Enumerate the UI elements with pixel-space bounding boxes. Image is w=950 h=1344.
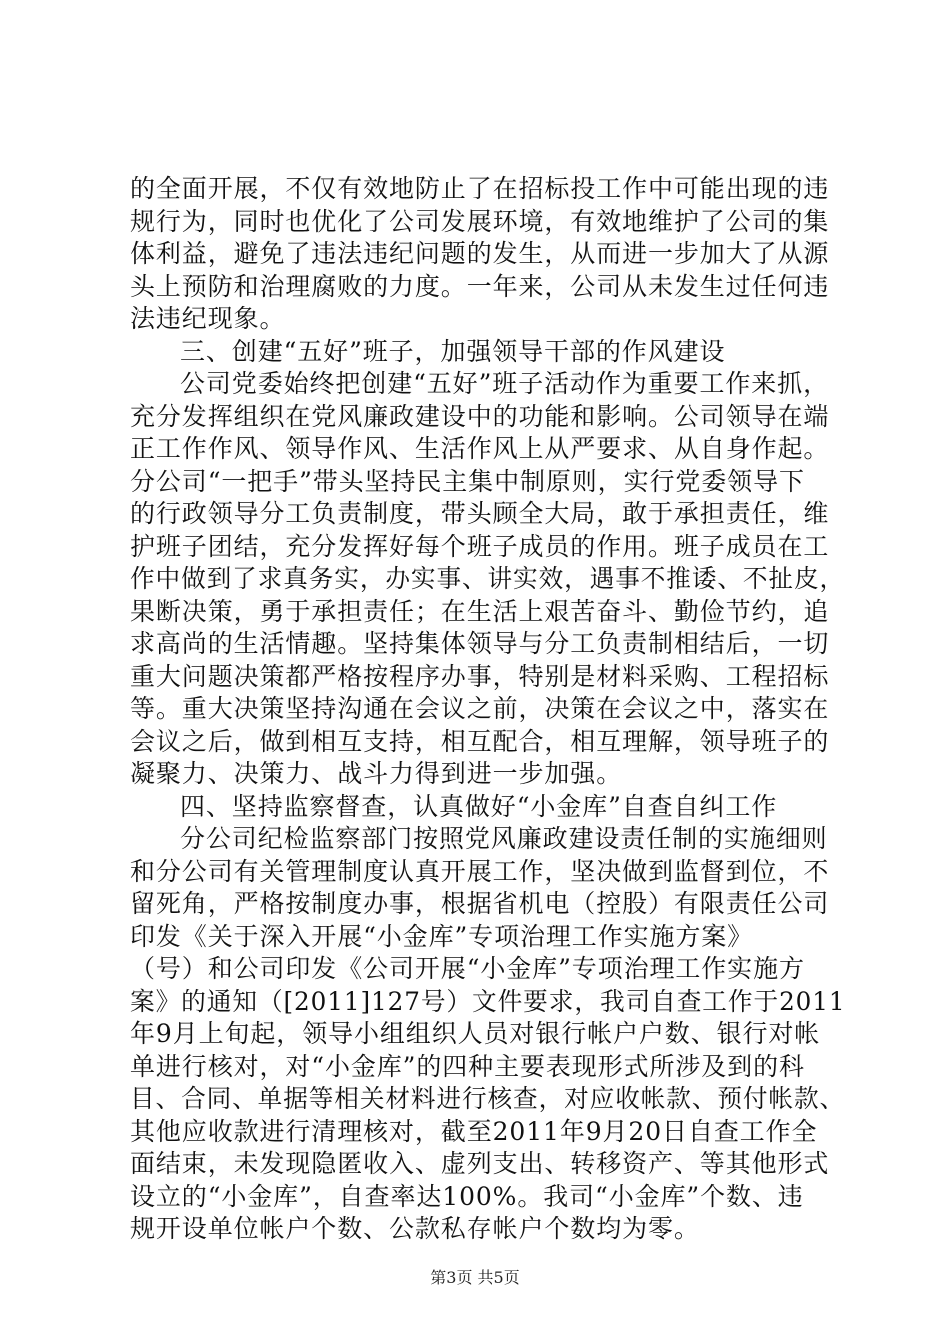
paragraph-line: 果断决策，勇于承担责任；在生活上艰苦奋斗、勤俭节约，追 xyxy=(130,597,830,626)
paragraph-line: 分公司“一把手”带头坚持民主集中制原则，实行党委领导下 xyxy=(130,467,805,496)
paragraph-line: 法违纪现象。 xyxy=(130,304,286,333)
paragraph-line: 护班子团结，充分发挥好每个班子成员的作用。班子成员在工 xyxy=(130,532,830,561)
paragraph-line: 设立的“小金库”，自查率达100%。我司“小金库”个数、违 xyxy=(130,1182,804,1211)
paragraph-line: 等。重大决策坚持沟通在会议之前，决策在会议之中，落实在 xyxy=(130,694,830,723)
paragraph-line: 规开设单位帐户个数、公款私存帐户个数均为零。 xyxy=(130,1214,700,1243)
paragraph-line: 规行为，同时也优化了公司发展环境，有效地维护了公司的集 xyxy=(130,207,830,236)
paragraph-line: 和分公司有关管理制度认真开展工作，坚决做到监督到位，不 xyxy=(130,857,830,886)
paragraph-line: 体利益，避免了违法违纪问题的发生，从而进一步加大了从源 xyxy=(130,239,830,268)
paragraph-line: 正工作作风、领导作风、生活作风上从严要求、从自身作起。 xyxy=(130,434,830,463)
page-footer: 第3页 共5页 xyxy=(430,1268,520,1287)
paragraph-line: 头上预防和治理腐败的力度。一年来，公司从未发生过任何违 xyxy=(130,272,830,301)
paragraph-line: 印发《关于深入开展“小金库”专项治理工作实施方案》 xyxy=(130,922,754,951)
paragraph-line: 重大问题决策都严格按程序办事，特别是材料采购、工程招标 xyxy=(130,662,830,691)
paragraph-line: 作中做到了求真务实，办实事、讲实效，遇事不推诿、不扯皮， xyxy=(130,564,846,593)
paragraph-line: 的全面开展，不仅有效地防止了在招标投工作中可能出现的违 xyxy=(130,174,830,203)
paragraph-line: 单进行核对，对“小金库”的四种主要表现形式所涉及到的科 xyxy=(130,1052,805,1081)
paragraph-line: 公司党委始终把创建“五好”班子活动作为重要工作来抓， xyxy=(180,369,829,398)
paragraph-line: 会议之后，做到相互支持，相互配合，相互理解，领导班子的 xyxy=(130,727,830,756)
paragraph-line: 充分发挥组织在党风廉政建设中的功能和影响。公司领导在端 xyxy=(130,402,830,431)
paragraph-line: 目、合同、单据等相关材料进行核查，对应收帐款、预付帐款、 xyxy=(130,1084,846,1113)
paragraph-line: 案》的通知（[2011]127号）文件要求，我司自查工作于2011 xyxy=(130,987,846,1016)
paragraph-line: （号）和公司印发《公司开展“小金库”专项治理工作实施方 xyxy=(130,954,805,983)
paragraph-line: 面结束，未发现隐匿收入、虚列支出、转移资产、等其他形式 xyxy=(130,1149,830,1178)
paragraph-line: 求高尚的生活情趣。坚持集体领导与分工负责制相结后，一切 xyxy=(130,629,830,658)
paragraph-line: 的行政领导分工负责制度，带头顾全大局，敢于承担责任，维 xyxy=(130,499,830,528)
paragraph-line: 留死角，严格按制度办事，根据省机电（控股）有限责任公司 xyxy=(130,889,830,918)
section-heading: 三、创建“五好”班子，加强领导干部的作风建设 xyxy=(180,337,726,366)
paragraph-line: 分公司纪检监察部门按照党风廉政建设责任制的实施细则 xyxy=(180,824,828,853)
paragraph-line: 凝聚力、决策力、战斗力得到进一步加强。 xyxy=(130,759,623,788)
paragraph-line: 年9月上旬起，领导小组组织人员对银行帐户户数、银行对帐 xyxy=(130,1019,821,1048)
paragraph-line: 其他应收款进行清理核对，截至2011年9月20日自查工作全 xyxy=(130,1117,818,1146)
section-heading: 四、坚持监察督查，认真做好“小金库”自查自纠工作 xyxy=(180,792,778,821)
